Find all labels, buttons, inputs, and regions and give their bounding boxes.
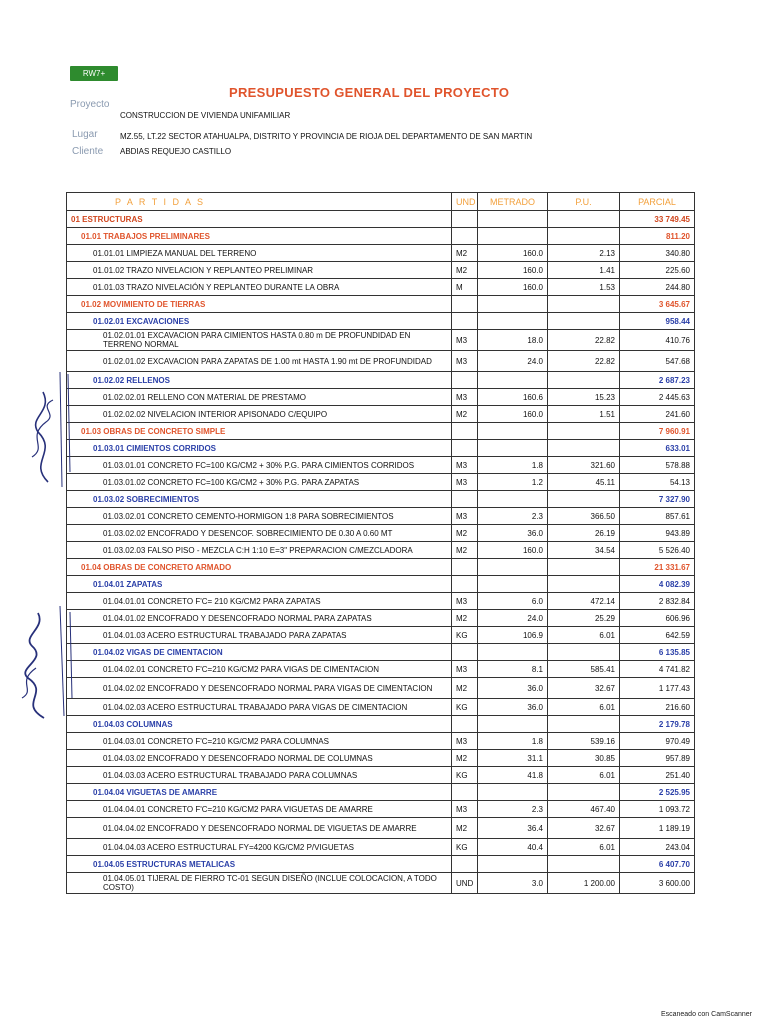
row-unit-price: 25.29 (548, 610, 620, 627)
row-metrado (478, 296, 548, 313)
row-parcial: 4 741.82 (620, 661, 695, 678)
row-description: 01.04.04.02 ENCOFRADO Y DESENCOFRADO NORMAL DE VIGUETAS DE AMARRE (67, 818, 452, 839)
table-row (67, 678, 695, 699)
row-description: 01.04.02.01 CONCRETO F'C=210 KG/CM2 PARA VIGAS DE CIMENTACION (67, 661, 452, 678)
row-metrado (478, 423, 548, 440)
row-parcial: 6 407.70 (620, 856, 695, 873)
row-unit-price: 1.51 (548, 406, 620, 423)
row-unit (452, 559, 478, 576)
row-unit: M2 (452, 525, 478, 542)
row-description: 01.02 MOVIMIENTO DE TIERRAS (67, 296, 452, 313)
row-parcial: 225.60 (620, 262, 695, 279)
row-unit (452, 576, 478, 593)
row-description: 01.04.02.03 ACERO ESTRUCTURAL TRABAJADO PARA VIGAS DE CIMENTACION (67, 699, 452, 716)
row-unit-price (548, 211, 620, 228)
table-header-row (67, 193, 695, 211)
row-description: 01.02.02 RELLENOS (67, 372, 452, 389)
row-unit-price: 34.54 (548, 542, 620, 559)
row-metrado: 2.3 (478, 801, 548, 818)
row-metrado: 36.4 (478, 818, 548, 839)
row-unit-price (548, 559, 620, 576)
row-parcial: 4 082.39 (620, 576, 695, 593)
row-parcial: 1 189.19 (620, 818, 695, 839)
row-unit-price: 366.50 (548, 508, 620, 525)
table-row (67, 839, 695, 856)
row-parcial: 958.44 (620, 313, 695, 330)
row-unit-price: 22.82 (548, 330, 620, 351)
row-parcial: 3 600.00 (620, 873, 695, 894)
proyecto-value: CONSTRUCCION DE VIVIENDA UNIFAMILIAR (120, 111, 291, 120)
document-badge: RW7+ (70, 66, 118, 81)
table-row (67, 767, 695, 784)
row-unit: M3 (452, 801, 478, 818)
row-metrado: 106.9 (478, 627, 548, 644)
row-unit-price: 32.67 (548, 818, 620, 839)
row-metrado (478, 644, 548, 661)
row-parcial: 1 093.72 (620, 801, 695, 818)
row-parcial: 251.40 (620, 767, 695, 784)
row-description: 01.04.02.02 ENCOFRADO Y DESENCOFRADO NORMAL PARA VIGAS DE CIMENTACION (67, 678, 452, 699)
row-description: 01.03.01 CIMIENTOS CORRIDOS (67, 440, 452, 457)
table-body (67, 211, 695, 894)
signature-stamp-lower (10, 598, 76, 728)
row-unit: M3 (452, 733, 478, 750)
cliente-label: Cliente (72, 146, 104, 157)
row-unit (452, 716, 478, 733)
row-unit-price: 22.82 (548, 351, 620, 372)
row-unit-price: 467.40 (548, 801, 620, 818)
row-metrado (478, 211, 548, 228)
table-row (67, 661, 695, 678)
row-metrado (478, 491, 548, 508)
row-description: 01.04.03 COLUMNAS (67, 716, 452, 733)
row-parcial: 1 177.43 (620, 678, 695, 699)
table-row (67, 262, 695, 279)
row-unit (452, 372, 478, 389)
lugar-label: Lugar (72, 129, 98, 140)
row-parcial: 857.61 (620, 508, 695, 525)
table-row (67, 423, 695, 440)
row-parcial: 7 327.90 (620, 491, 695, 508)
row-parcial: 633.01 (620, 440, 695, 457)
row-metrado: 1.8 (478, 457, 548, 474)
row-parcial: 2 525.95 (620, 784, 695, 801)
cliente-value: ABDIAS REQUEJO CASTILLO (120, 147, 232, 156)
row-metrado (478, 856, 548, 873)
row-unit: M3 (452, 474, 478, 491)
row-description: 01 ESTRUCTURAS (67, 211, 452, 228)
row-unit: KG (452, 699, 478, 716)
row-metrado: 2.3 (478, 508, 548, 525)
row-unit: M3 (452, 661, 478, 678)
table-row (67, 491, 695, 508)
table-row (67, 873, 695, 894)
row-parcial: 3 645.67 (620, 296, 695, 313)
row-metrado: 24.0 (478, 610, 548, 627)
table-row (67, 593, 695, 610)
row-metrado: 160.6 (478, 389, 548, 406)
col-header-metrado: METRADO (478, 193, 548, 211)
row-parcial: 606.96 (620, 610, 695, 627)
row-metrado: 160.0 (478, 262, 548, 279)
row-unit-price: 15.23 (548, 389, 620, 406)
table-row (67, 750, 695, 767)
row-description: 01.01.03 TRAZO NIVELACIÓN Y REPLANTEO DURANTE LA OBRA (67, 279, 452, 296)
scanner-footer: Escaneado con CamScanner (660, 1011, 752, 1018)
row-unit (452, 313, 478, 330)
row-unit-price: 6.01 (548, 839, 620, 856)
row-unit: M2 (452, 245, 478, 262)
row-unit-price (548, 491, 620, 508)
row-metrado: 41.8 (478, 767, 548, 784)
table-row (67, 313, 695, 330)
row-description: 01.04.01.01 CONCRETO F'C= 210 KG/CM2 PARA ZAPATAS (67, 593, 452, 610)
table-row (67, 389, 695, 406)
row-unit-price (548, 784, 620, 801)
row-description: 01.03.02 SOBRECIMIENTOS (67, 491, 452, 508)
row-description: 01.02.01 EXCAVACIONES (67, 313, 452, 330)
row-unit-price: 6.01 (548, 767, 620, 784)
row-unit-price: 1 200.00 (548, 873, 620, 894)
row-unit (452, 440, 478, 457)
row-parcial: 2 832.84 (620, 593, 695, 610)
row-description: 01.04 OBRAS DE CONCRETO ARMADO (67, 559, 452, 576)
table-row (67, 856, 695, 873)
row-metrado: 160.0 (478, 542, 548, 559)
row-unit: M3 (452, 351, 478, 372)
table-row (67, 330, 695, 351)
row-unit-price: 472.14 (548, 593, 620, 610)
row-unit: M3 (452, 330, 478, 351)
row-description: 01.01.01 LIMPIEZA MANUAL DEL TERRENO (67, 245, 452, 262)
table-row (67, 406, 695, 423)
row-parcial: 970.49 (620, 733, 695, 750)
row-parcial: 2 179.78 (620, 716, 695, 733)
row-unit: M3 (452, 508, 478, 525)
table-row (67, 508, 695, 525)
row-metrado (478, 559, 548, 576)
row-metrado (478, 716, 548, 733)
row-parcial: 547.68 (620, 351, 695, 372)
row-description: 01.04.04 VIGUETAS DE AMARRE (67, 784, 452, 801)
row-unit-price: 321.60 (548, 457, 620, 474)
row-unit: KG (452, 767, 478, 784)
row-unit: KG (452, 627, 478, 644)
row-metrado: 160.0 (478, 279, 548, 296)
row-description: 01.01 TRABAJOS PRELIMINARES (67, 228, 452, 245)
row-description: 01.04.01 ZAPATAS (67, 576, 452, 593)
row-unit-price: 6.01 (548, 627, 620, 644)
row-metrado (478, 784, 548, 801)
row-metrado: 8.1 (478, 661, 548, 678)
row-parcial: 578.88 (620, 457, 695, 474)
row-unit-price: 32.67 (548, 678, 620, 699)
row-unit-price: 6.01 (548, 699, 620, 716)
row-metrado: 31.1 (478, 750, 548, 767)
row-metrado (478, 440, 548, 457)
row-metrado: 160.0 (478, 245, 548, 262)
row-metrado: 1.2 (478, 474, 548, 491)
row-parcial: 957.89 (620, 750, 695, 767)
row-description: 01.03.02.03 FALSO PISO - MEZCLA C:H 1:10 E=3" PREPARACION C/MEZCLADORA (67, 542, 452, 559)
table-row (67, 716, 695, 733)
row-parcial: 7 960.91 (620, 423, 695, 440)
table-row (67, 627, 695, 644)
table-row (67, 228, 695, 245)
row-unit: M3 (452, 389, 478, 406)
row-description: 01.04.02 VIGAS DE CIMENTACION (67, 644, 452, 661)
table-row (67, 525, 695, 542)
row-unit: M2 (452, 406, 478, 423)
table-row (67, 474, 695, 491)
row-parcial: 340.80 (620, 245, 695, 262)
row-unit-price (548, 644, 620, 661)
row-parcial: 2 445.63 (620, 389, 695, 406)
row-description: 01.04.05.01 TIJERAL DE FIERRO TC-01 SEGUN DISEÑO (INCLUE COLOCACION, A TODO COSTO) (67, 873, 452, 894)
row-description: 01.02.01.02 EXCAVACION PARA ZAPATAS DE 1.00 mt HASTA 1.90 mt DE PROFUNDIDAD (67, 351, 452, 372)
row-description: 01.04.03.03 ACERO ESTRUCTURAL TRABAJADO PARA COLUMNAS (67, 767, 452, 784)
row-parcial: 943.89 (620, 525, 695, 542)
row-unit-price (548, 440, 620, 457)
row-unit-price: 30.85 (548, 750, 620, 767)
row-description: 01.03.01.02 CONCRETO FC=100 KG/CM2 + 30% P.G. PARA ZAPATAS (67, 474, 452, 491)
row-metrado: 160.0 (478, 406, 548, 423)
col-header-partidas: P A R T I D A S (67, 193, 452, 211)
row-description: 01.04.01.03 ACERO ESTRUCTURAL TRABAJADO PARA ZAPATAS (67, 627, 452, 644)
row-metrado: 36.0 (478, 678, 548, 699)
row-description: 01.04.05 ESTRUCTURAS METALICAS (67, 856, 452, 873)
row-unit-price (548, 423, 620, 440)
table-row (67, 610, 695, 627)
row-unit-price: 1.41 (548, 262, 620, 279)
row-description: 01.03.01.01 CONCRETO FC=100 KG/CM2 + 30% P.G. PARA CIMIENTOS CORRIDOS (67, 457, 452, 474)
row-unit (452, 784, 478, 801)
table-row (67, 801, 695, 818)
table-row (67, 542, 695, 559)
row-unit: M3 (452, 593, 478, 610)
row-unit (452, 296, 478, 313)
row-parcial: 5 526.40 (620, 542, 695, 559)
row-unit-price (548, 313, 620, 330)
table-row (67, 279, 695, 296)
row-parcial: 2 687.23 (620, 372, 695, 389)
table-row (67, 351, 695, 372)
row-metrado: 1.8 (478, 733, 548, 750)
row-metrado: 18.0 (478, 330, 548, 351)
table-row (67, 576, 695, 593)
table-row (67, 372, 695, 389)
row-unit: M2 (452, 818, 478, 839)
row-metrado: 24.0 (478, 351, 548, 372)
proyecto-label: Proyecto (70, 99, 110, 110)
row-metrado (478, 576, 548, 593)
col-header-parcial: PARCIAL (620, 193, 695, 211)
table-row (67, 296, 695, 313)
page-title: PRESUPUESTO GENERAL DEL PROYECTO (229, 85, 510, 100)
row-unit-price: 2.13 (548, 245, 620, 262)
table-row (67, 733, 695, 750)
row-unit-price (548, 856, 620, 873)
row-parcial: 241.60 (620, 406, 695, 423)
row-description: 01.04.03.02 ENCOFRADO Y DESENCOFRADO NORMAL DE COLUMNAS (67, 750, 452, 767)
table-row (67, 784, 695, 801)
row-unit (452, 491, 478, 508)
row-metrado (478, 372, 548, 389)
row-unit-price: 585.41 (548, 661, 620, 678)
row-metrado (478, 313, 548, 330)
row-metrado: 6.0 (478, 593, 548, 610)
row-description: 01.04.04.03 ACERO ESTRUCTURAL FY=4200 KG/CM2 P/VIGUETAS (67, 839, 452, 856)
row-parcial: 410.76 (620, 330, 695, 351)
row-parcial: 811.20 (620, 228, 695, 245)
row-unit (452, 228, 478, 245)
row-unit-price: 1.53 (548, 279, 620, 296)
row-unit-price (548, 228, 620, 245)
row-metrado: 3.0 (478, 873, 548, 894)
row-unit-price (548, 716, 620, 733)
row-unit (452, 211, 478, 228)
row-unit: M2 (452, 610, 478, 627)
row-unit: M2 (452, 678, 478, 699)
col-header-und: UND (452, 193, 478, 211)
budget-table (66, 192, 695, 894)
row-description: 01.04.04.01 CONCRETO F'C=210 KG/CM2 PARA VIGUETAS DE AMARRE (67, 801, 452, 818)
table-row (67, 559, 695, 576)
row-unit: M2 (452, 542, 478, 559)
row-parcial: 54.13 (620, 474, 695, 491)
row-parcial: 243.04 (620, 839, 695, 856)
table-row (67, 211, 695, 228)
row-unit-price (548, 296, 620, 313)
row-unit-price: 26.19 (548, 525, 620, 542)
table-row (67, 699, 695, 716)
row-parcial: 33 749.45 (620, 211, 695, 228)
row-unit: M2 (452, 750, 478, 767)
row-parcial: 21 331.67 (620, 559, 695, 576)
row-unit: KG (452, 839, 478, 856)
row-description: 01.04.03.01 CONCRETO F'C=210 KG/CM2 PARA COLUMNAS (67, 733, 452, 750)
row-description: 01.04.01.02 ENCOFRADO Y DESENCOFRADO NORMAL PARA ZAPATAS (67, 610, 452, 627)
row-metrado: 36.0 (478, 699, 548, 716)
row-metrado: 40.4 (478, 839, 548, 856)
table-row (67, 644, 695, 661)
row-description: 01.01.02 TRAZO NIVELACION Y REPLANTEO PRELIMINAR (67, 262, 452, 279)
row-description: 01.03.02.02 ENCOFRADO Y DESENCOF. SOBRECIMIENTO DE 0.30 A 0.60 MT (67, 525, 452, 542)
row-unit-price (548, 576, 620, 593)
signature-stamp-upper (18, 362, 78, 492)
table-row (67, 440, 695, 457)
table-row (67, 245, 695, 262)
row-unit-price: 539.16 (548, 733, 620, 750)
row-description: 01.02.02.02 NIVELACION INTERIOR APISONADO C/EQUIPO (67, 406, 452, 423)
row-parcial: 216.60 (620, 699, 695, 716)
row-parcial: 244.80 (620, 279, 695, 296)
row-unit (452, 423, 478, 440)
row-unit: M3 (452, 457, 478, 474)
row-unit (452, 856, 478, 873)
row-description: 01.02.01.01 EXCAVACION PARA CIMIENTOS HASTA 0.80 m DE PROFUNDIDAD EN TERRENO NORMAL (67, 330, 452, 351)
row-unit (452, 644, 478, 661)
row-metrado: 36.0 (478, 525, 548, 542)
table-row (67, 457, 695, 474)
row-description: 01.03 OBRAS DE CONCRETO SIMPLE (67, 423, 452, 440)
row-description: 01.02.02.01 RELLENO CON MATERIAL DE PRESTAMO (67, 389, 452, 406)
row-unit-price (548, 372, 620, 389)
row-unit: M (452, 279, 478, 296)
table-row (67, 818, 695, 839)
lugar-value: MZ.55, LT.22 SECTOR ATAHUALPA, DISTRITO Y PROVINCIA DE RIOJA DEL DEPARTAMENTO DE SAN MARTIN (120, 132, 533, 141)
row-metrado (478, 228, 548, 245)
row-parcial: 642.59 (620, 627, 695, 644)
row-parcial: 6 135.85 (620, 644, 695, 661)
row-unit: UND (452, 873, 478, 894)
row-unit-price: 45.11 (548, 474, 620, 491)
row-unit: M2 (452, 262, 478, 279)
col-header-pu: P.U. (548, 193, 620, 211)
row-description: 01.03.02.01 CONCRETO CEMENTO-HORMIGON 1:8 PARA SOBRECIMIENTOS (67, 508, 452, 525)
